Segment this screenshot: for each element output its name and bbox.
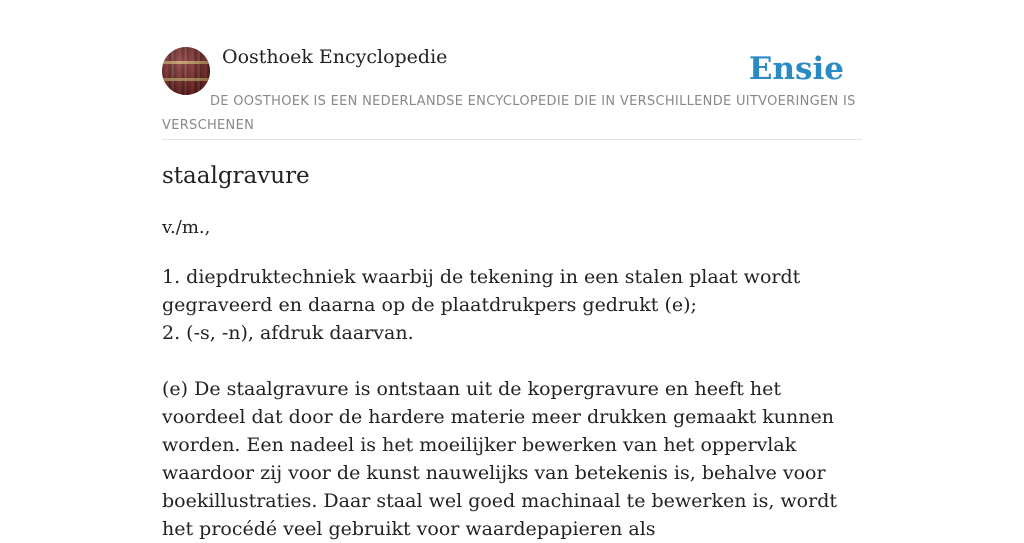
encyclopedia-avatar[interactable] (162, 47, 210, 95)
definition-2: 2. (-s, -n), afdruk daarvan. (162, 322, 414, 344)
site-description: DE OOSTHOEK IS EEN NEDERLANDSE ENCYCLOPEDIE DIE IN VERSCHILLENDE UITVOERINGEN IS VERSCHENEN (162, 94, 856, 133)
page-container (162, 0, 862, 540)
entry-explanation: (e) De staalgravure is ontstaan uit de kopergravure en heeft het voordeel dat door de hardere materie meer drukken gemaakt kunnen worden. Een nadeel is het moeilijker bewerken van het oppervlak waardoor zij voor de kunst nauwelijks van betekenis is, behalve voor boekillustraties. Daar staal wel goed machinaal te bewerken is, wordt het procédé veel gebruikt voor waardepapieren als (162, 378, 837, 540)
definition-1: 1. diepdruktechniek waarbij de tekening in een stalen plaat wordt gegraveerd en daarna op de plaatdrukpers gedrukt (e); (162, 266, 801, 316)
site-title[interactable]: Oosthoek Encyclopedie (222, 46, 448, 68)
brand-logo[interactable]: Ensie (748, 51, 844, 87)
entry-body (162, 263, 862, 543)
entry-grammar: v./m., (162, 217, 211, 238)
site-header (162, 0, 862, 140)
entry-term: staalgravure (162, 163, 310, 189)
